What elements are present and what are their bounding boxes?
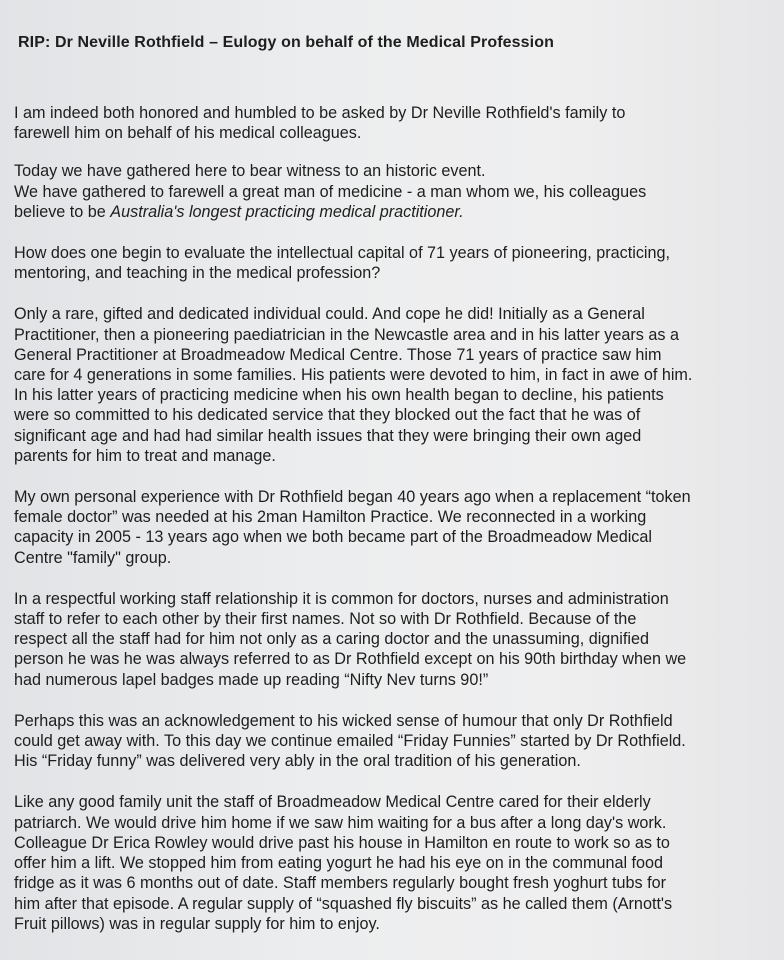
paragraph-5 xyxy=(14,487,754,568)
text-line: female doctor” was needed at his 2man Hamilton Practice. We reconnected in a working xyxy=(14,508,647,527)
text-line: Today we have gathered here to bear witness to an historic event. xyxy=(14,162,486,181)
text-line: had numerous lapel badges made up reading “Nifty Nev turns 90!” xyxy=(14,670,489,689)
text-line: We have gathered to farewell a great man of medicine - a man whom we, his colleagues xyxy=(14,182,647,201)
text-line: Centre "family" group. xyxy=(14,548,172,567)
text-line: Fruit pillows) was in regular supply for him to enjoy. xyxy=(14,914,380,933)
text-line: were so committed to his dedicated service that they blocked out the fact that he was of xyxy=(14,406,641,425)
text-line: fridge as it was 6 months out of date. Staff members regularly bought fresh yoghurt tubs for xyxy=(14,874,667,893)
text-line: Practitioner, then a pioneering paediatrician in the Newcastle area and in his latter years as a xyxy=(14,325,679,344)
paragraph-3 xyxy=(14,243,754,283)
text-line: How does one begin to evaluate the intellectual capital of 71 years of pioneering, practicing, xyxy=(14,244,671,263)
text-line: General Practitioner at Broadmeadow Medical Centre. Those 71 years of practice saw him xyxy=(14,345,662,364)
paragraph-2 xyxy=(14,161,754,222)
text-line: believe to be xyxy=(14,202,111,221)
paragraph-6 xyxy=(14,589,754,690)
document-title: RIP: Dr Neville Rothfield – Eulogy on behalf of the Medical Profession xyxy=(18,34,554,51)
text-line: Like any good family unit the staff of Broadmeadow Medical Centre cared for their elderly xyxy=(14,793,651,812)
paragraph-1 xyxy=(14,103,754,143)
text-line: significant age and had had similar health issues that they were bringing their own aged xyxy=(14,426,642,445)
text-line: capacity in 2005 - 13 years ago when we both became part of the Broadmeadow Medical xyxy=(14,528,652,547)
text-line: him after that episode. A regular supply of “squashed fly biscuits” as he called them (Arnott's xyxy=(14,894,673,913)
text-line: respect all the staff had for him not only as a caring doctor and the unassuming, dignified xyxy=(14,630,649,649)
text-line: Colleague Dr Erica Rowley would drive past his house in Hamilton en route to work so as to xyxy=(14,833,670,852)
text-line: mentoring, and teaching in the medical profession? xyxy=(14,264,381,283)
text-line: His “Friday funny” was delivered very ably in the oral tradition of his generation. xyxy=(14,752,581,771)
text-line: person he was he was always referred to as Dr Rothfield except on his 90th birthday when we xyxy=(14,650,687,669)
text-line: could get away with. To this day we continue emailed “Friday Funnies” started by Dr Rothfield. xyxy=(14,732,686,751)
text-line: I am indeed both honored and humbled to be asked by Dr Neville Rothfield's family to xyxy=(14,104,626,122)
text-line: In a respectful working staff relationship it is common for doctors, nurses and administration xyxy=(14,589,669,608)
text-line: parents for him to treat and manage. xyxy=(14,446,276,465)
paragraph-7 xyxy=(14,711,754,772)
paragraph-4 xyxy=(14,304,754,466)
text-line: offer him a lift. We stopped him from eating yogurt he had his eye on in the communal food xyxy=(14,854,664,873)
text-line: Only a rare, gifted and dedicated individual could. And cope he did! Initially as a General xyxy=(14,305,645,324)
italic-phrase: Australia's longest practicing medical practitioner. xyxy=(110,202,464,221)
text-line: My own personal experience with Dr Rothfield began 40 years ago when a replacement “token xyxy=(14,488,691,507)
paragraph-8 xyxy=(14,792,754,933)
text-line: staff to refer to each other by their first names. Not so with Dr Rothfield. Because of the xyxy=(14,610,637,629)
text-line: In his latter years of practicing medicine when his own health began to decline, his patients xyxy=(14,386,664,405)
text-line: Perhaps this was an acknowledgement to his wicked sense of humour that only Dr Rothfield xyxy=(14,711,673,730)
text-line: care for 4 generations in some families. His patients were devoted to him, in fact in awe of him. xyxy=(14,366,693,385)
text-line: farewell him on behalf of his medical colleagues. xyxy=(14,124,362,143)
text-line: patriarch. We would drive him home if we saw him waiting for a bus after a long day's work. xyxy=(14,813,667,832)
